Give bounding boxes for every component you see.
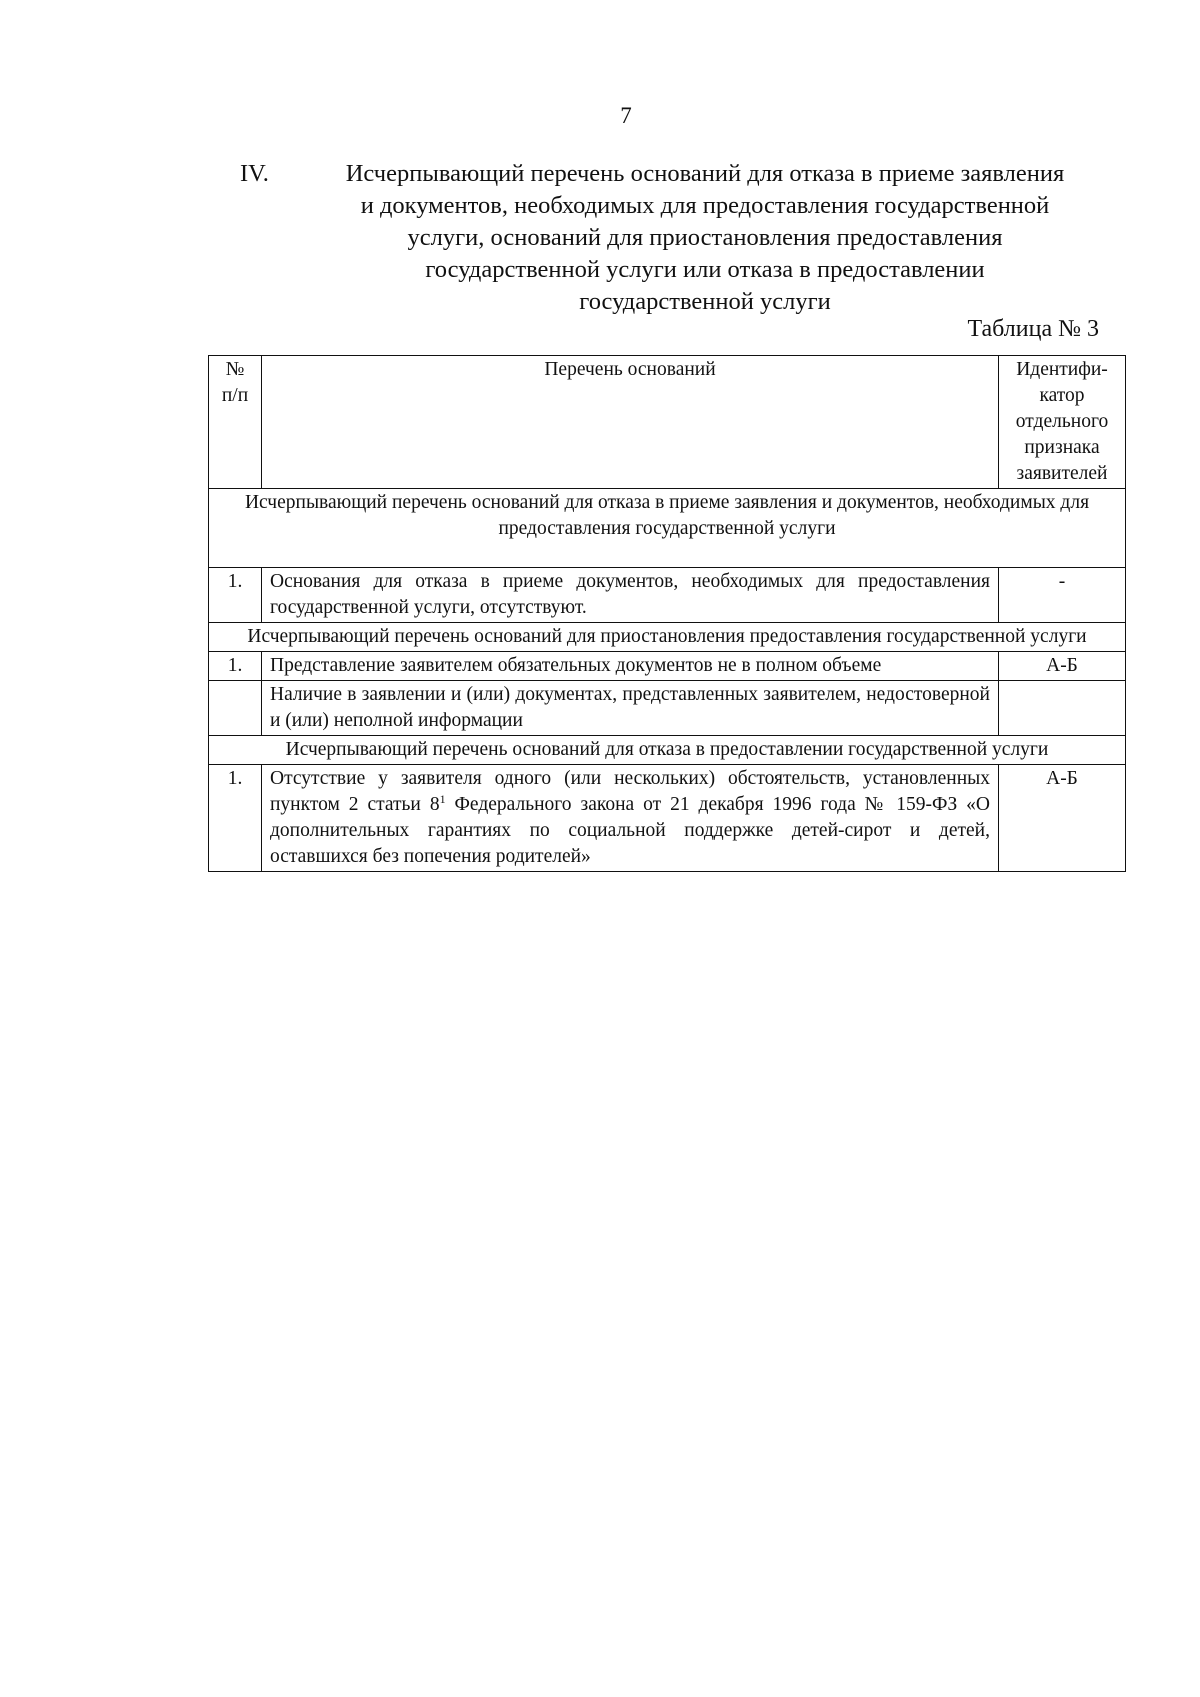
section-title-line: государственной услуги или отказа в предоставлении xyxy=(425,256,985,283)
row-text-part: Отсутствие у заявителя одного (или нескольких) обстоятельств, установленных пунктом 2 статьи 8 xyxy=(270,768,990,815)
section-title-line: и документов, необходимых для предоставления государственной xyxy=(360,192,1050,219)
section-title-line: услуги, оснований для приостановления предоставления xyxy=(407,224,1003,251)
row-num xyxy=(209,681,262,736)
section-title-line: государственной услуги xyxy=(579,288,831,315)
table-header-row xyxy=(209,356,1126,489)
table-label: Таблица № 3 xyxy=(967,316,1099,342)
group-title: Исчерпывающий перечень оснований для отказа в предоставлении государственной услуги xyxy=(209,736,1126,765)
header-identifier: Идентифи-катор отдельного признака заявителей xyxy=(999,356,1126,489)
table-row xyxy=(209,652,1126,681)
group-title-row xyxy=(209,489,1126,568)
group-title: Исчерпывающий перечень оснований для отказа в приеме заявления и документов, необходимых для предоставления государственной услуги xyxy=(209,489,1126,568)
row-text: Основания для отказа в приеме документов, необходимых для предоставления государственной услуги, отсутствуют. xyxy=(262,568,999,623)
row-identifier: А-Б xyxy=(999,765,1126,872)
row-num: 1. xyxy=(209,765,262,872)
section-title-line: Исчерпывающий перечень оснований для отказа в приеме заявления xyxy=(345,160,1065,187)
table-row xyxy=(209,681,1126,736)
row-identifier xyxy=(999,681,1126,736)
section-title xyxy=(310,158,1100,318)
page-number: 7 xyxy=(620,103,632,128)
header-grounds: Перечень оснований xyxy=(262,356,999,489)
group-title-row xyxy=(209,623,1126,652)
group-title: Исчерпывающий перечень оснований для приостановления предоставления государственной услуги xyxy=(209,623,1126,652)
row-text-part: Федерального закона от 21 декабря 1996 года № 159-ФЗ «О дополнительных гарантиях по социальной поддержке детей-сирот и детей, оставшихся без попечения родителей» xyxy=(270,794,990,867)
section-roman-numeral: IV. xyxy=(240,160,269,187)
section-heading xyxy=(240,158,1100,318)
table-row xyxy=(209,568,1126,623)
grounds-table xyxy=(208,355,1126,872)
row-identifier: - xyxy=(999,568,1126,623)
row-identifier: А-Б xyxy=(999,652,1126,681)
header-num: № п/п xyxy=(209,356,262,489)
row-num: 1. xyxy=(209,568,262,623)
group-title-row xyxy=(209,736,1126,765)
row-text: Представление заявителем обязательных документов не в полном объеме xyxy=(262,652,999,681)
row-num: 1. xyxy=(209,652,262,681)
row-text: Наличие в заявлении и (или) документах, представленных заявителем, недостоверной и (или) неполной информации xyxy=(262,681,999,736)
superscript-index: 1 xyxy=(439,792,446,806)
row-text xyxy=(262,765,999,872)
table-row xyxy=(209,765,1126,872)
